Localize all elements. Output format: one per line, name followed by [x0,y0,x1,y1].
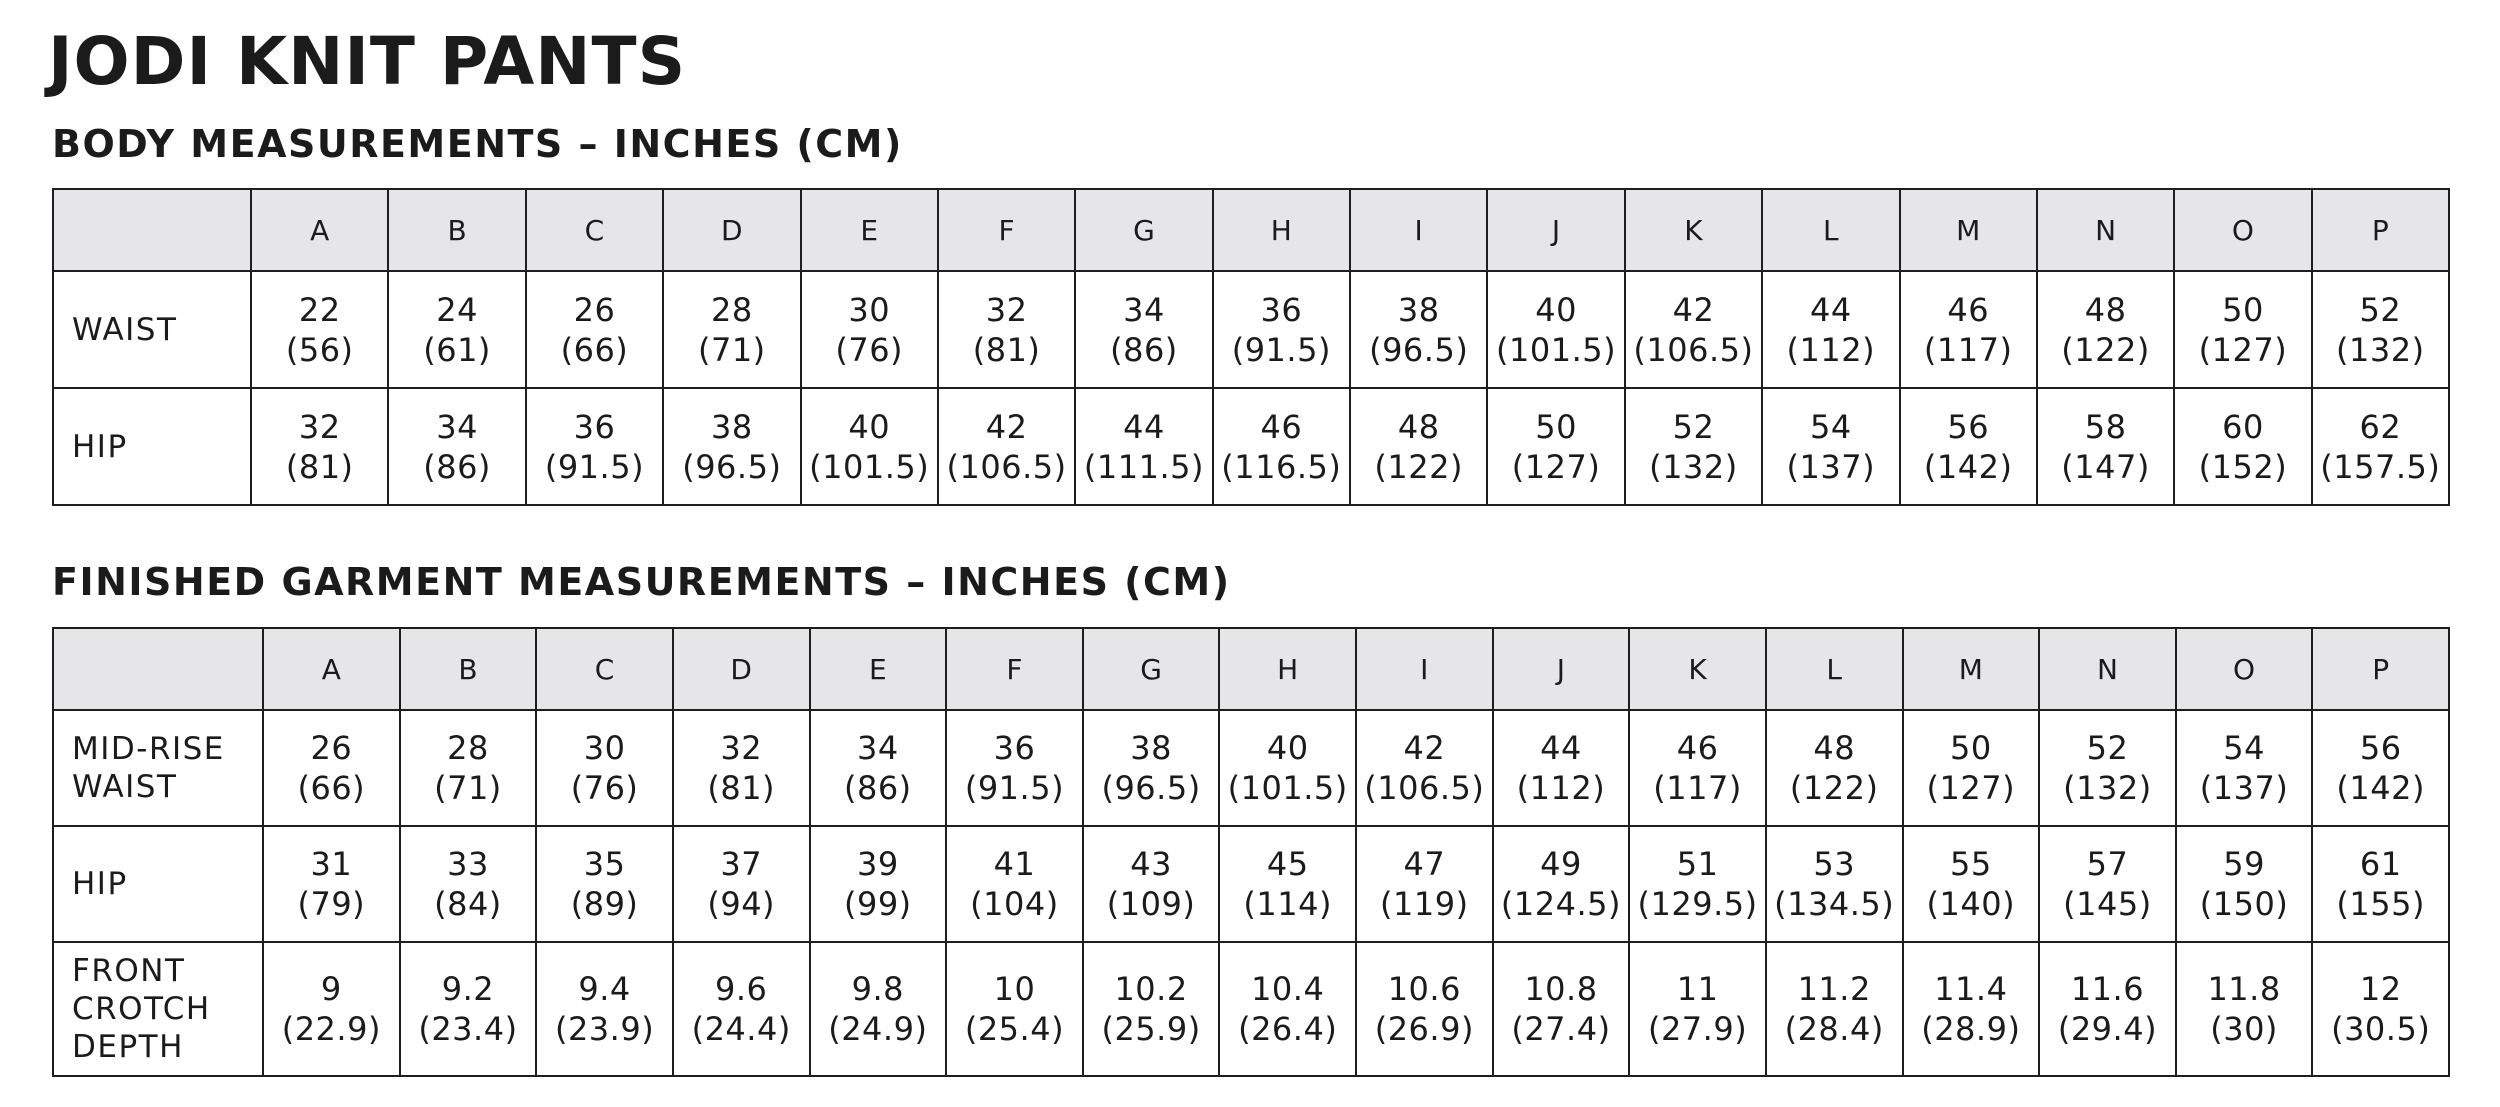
cm-value: (86) [843,769,912,807]
inches-value: 37 [720,845,763,883]
measurement-cell [1487,388,1624,505]
size-header-e: E [810,628,947,710]
measurement-cell [810,710,947,826]
measurement-cell [801,388,938,505]
body-row-label: HIP [53,388,251,505]
inches-value: 52 [1672,407,1715,446]
measurement-cell [946,826,1083,942]
measurement-cell [2039,826,2176,942]
inches-value: 45 [1266,845,1309,883]
size-header-n: N [2037,189,2174,271]
cm-value: (114) [1243,885,1332,923]
measurement-cell [1629,710,1766,826]
size-header-o: O [2176,628,2313,710]
inches-value: 22 [298,290,341,329]
body-row-label: WAIST [53,271,251,388]
measurement-cell [1356,826,1493,942]
cm-value: (116.5) [1221,447,1342,486]
inches-value: 44 [1540,729,1582,767]
cm-value: (86) [423,447,491,486]
measurement-cell [2312,271,2449,388]
measurement-cell [1083,826,1220,942]
inches-value: 46 [1260,407,1303,446]
inches-value: 48 [1813,729,1856,767]
cm-value: (81) [972,330,1041,369]
cm-value: (137) [1786,447,1876,486]
cm-value: (117) [1923,330,2013,369]
measurement-cell [1766,942,1903,1076]
cm-value: (142) [2336,769,2425,807]
table-row [53,710,2449,826]
measurement-cell [1762,388,1899,505]
measurement-cell [673,826,810,942]
cm-value: (119) [1380,885,1469,923]
cm-value: (112) [1786,330,1876,369]
measurement-cell [2176,826,2313,942]
table-row [53,942,2449,1076]
measurement-cell [2312,710,2449,826]
inches-value: 50 [1535,407,1577,446]
measurement-cell [251,271,388,388]
measurement-cell [946,710,1083,826]
measurement-cell [2039,942,2176,1076]
measurement-cell [2312,388,2449,505]
inches-value: 48 [1397,407,1440,446]
cm-value: (30) [2210,1010,2278,1048]
inches-value: 40 [1266,729,1309,767]
cm-value: (132) [2336,330,2425,369]
inches-value: 47 [1403,845,1446,883]
measurement-cell [263,826,400,942]
inches-value: 54 [2223,729,2265,767]
inches-value: 38 [1130,729,1172,767]
measurement-cell [810,942,947,1076]
measurement-cell [1213,271,1350,388]
size-header-a: A [263,628,400,710]
inches-value: 40 [848,407,891,446]
size-header-j: J [1493,628,1630,710]
measurement-cell [2312,826,2449,942]
inches-value: 32 [720,729,763,767]
inches-value: 33 [447,845,489,883]
measurement-cell [400,826,537,942]
measurement-cell [526,271,663,388]
measurement-cell [526,388,663,505]
inches-value: 11.6 [2070,970,2145,1008]
finished-garment-measurements-title: FINISHED GARMENT MEASUREMENTS – INCHES (CM) [52,560,1231,604]
inches-value: 52 [2359,290,2402,329]
measurement-cell [1493,826,1630,942]
cm-value: (24.9) [828,1010,928,1048]
garment-row-label: HIP [53,826,263,942]
measurement-cell [1083,942,1220,1076]
cm-value: (142) [1923,447,2013,486]
inches-value: 11.2 [1797,970,1871,1008]
measurement-cell [1903,826,2040,942]
measurement-cell [673,710,810,826]
inches-value: 12 [2359,970,2402,1008]
inches-value: 10.8 [1524,970,1598,1008]
inches-value: 38 [1397,290,1440,329]
finished-garment-measurements-table [52,627,2450,1077]
inches-value: 30 [848,290,891,329]
inches-value: 36 [993,729,1036,767]
measurement-cell [1075,271,1212,388]
garment-row-label: FRONT CROTCH DEPTH [53,942,263,1076]
measurement-cell [2174,388,2311,505]
measurement-cell [1629,942,1766,1076]
cm-value: (96.5) [1101,769,1201,807]
inches-value: 35 [583,845,626,883]
inches-value: 34 [1123,290,1165,329]
measurement-cell [2037,271,2174,388]
inches-value: 32 [985,290,1028,329]
inches-value: 39 [856,845,899,883]
inches-value: 9.4 [578,970,631,1008]
cm-value: (96.5) [1369,330,1469,369]
size-header-p: P [2312,628,2449,710]
measurement-cell [400,710,537,826]
inches-value: 57 [2086,845,2129,883]
cm-value: (81) [707,769,776,807]
table-header-row [53,189,2449,271]
cm-value: (152) [2198,447,2288,486]
measurement-cell [1219,826,1356,942]
size-header-h: H [1219,628,1356,710]
measurement-cell [810,826,947,942]
inches-value: 42 [1403,729,1446,767]
size-header-g: G [1083,628,1220,710]
inches-value: 9.6 [714,970,768,1008]
measurement-cell [536,942,673,1076]
inches-value: 28 [710,290,753,329]
size-header-d: D [663,189,800,271]
cm-value: (25.9) [1101,1010,1201,1048]
inches-value: 62 [2359,407,2402,446]
cm-value: (26.9) [1374,1010,1474,1048]
inches-value: 46 [1676,729,1719,767]
cm-value: (106.5) [946,447,1067,486]
measurement-cell [1766,826,1903,942]
measurement-cell [1219,942,1356,1076]
measurement-cell [1487,271,1624,388]
measurement-cell [1900,388,2037,505]
cm-value: (109) [1106,885,1196,923]
cm-value: (101.5) [1496,330,1617,369]
size-header-f: F [938,189,1075,271]
inches-value: 26 [573,290,616,329]
cm-value: (86) [1110,330,1178,369]
cm-value: (104) [970,885,1059,923]
inches-value: 11.4 [1934,970,2008,1008]
measurement-cell [1356,942,1493,1076]
inches-value: 41 [993,845,1036,883]
cm-value: (91.5) [544,447,645,486]
cm-value: (147) [2061,447,2150,486]
measurement-cell [1762,271,1899,388]
cm-value: (76) [570,769,639,807]
inches-value: 36 [573,407,616,446]
cm-value: (79) [297,885,366,923]
cm-value: (122) [2061,330,2150,369]
size-header-m: M [1900,189,2037,271]
measurement-cell [1350,388,1487,505]
inches-value: 32 [298,407,341,446]
measurement-cell [663,388,800,505]
cm-value: (91.5) [964,769,1065,807]
cm-value: (76) [835,330,904,369]
inches-value: 44 [1123,407,1165,446]
inches-value: 31 [310,845,353,883]
cm-value: (122) [1374,447,1463,486]
cm-value: (25.4) [964,1010,1065,1048]
cm-value: (155) [2336,885,2425,923]
table-header-row [53,628,2449,710]
measurement-cell [1766,710,1903,826]
cm-value: (124.5) [1500,885,1621,923]
cm-value: (28.9) [1921,1010,2021,1048]
size-header-k: K [1625,189,1762,271]
cm-value: (127) [1511,447,1601,486]
cm-value: (112) [1516,769,1606,807]
inches-value: 50 [2222,290,2264,329]
measurement-cell [1083,710,1220,826]
cm-value: (145) [2063,885,2152,923]
cm-value: (27.4) [1511,1010,1611,1048]
size-header-f: F [946,628,1083,710]
cm-value: (127) [1926,769,2016,807]
measurement-cell [1219,710,1356,826]
size-header-l: L [1762,189,1899,271]
inches-value: 44 [1809,290,1852,329]
cm-value: (122) [1789,769,1879,807]
table-row [53,826,2449,942]
measurement-cell [400,942,537,1076]
measurement-cell [388,388,525,505]
inches-value: 53 [1813,845,1856,883]
inches-value: 49 [1540,845,1582,883]
measurement-cell [2312,942,2449,1076]
inches-value: 58 [2084,407,2127,446]
size-header-g: G [1075,189,1212,271]
inches-value: 40 [1535,290,1577,329]
cm-value: (71) [434,769,502,807]
cm-value: (28.4) [1784,1010,1884,1048]
cm-value: (24.4) [691,1010,791,1048]
inches-value: 54 [1809,407,1852,446]
table-row [53,388,2449,505]
size-header-h: H [1213,189,1350,271]
inches-value: 10.4 [1251,970,1325,1008]
inches-value: 34 [436,407,478,446]
size-header-b: B [400,628,537,710]
measurement-cell [2176,710,2313,826]
cm-value: (96.5) [682,447,782,486]
measurement-cell [1075,388,1212,505]
measurement-cell [388,271,525,388]
size-header-p: P [2312,189,2449,271]
inches-value: 42 [1672,290,1715,329]
inches-value: 11.8 [2207,970,2281,1008]
inches-value: 36 [1260,290,1303,329]
measurement-cell [1903,942,2040,1076]
measurement-cell [1350,271,1487,388]
measurement-cell [1213,388,1350,505]
measurement-cell [938,271,1075,388]
measurement-cell [2039,710,2176,826]
cm-value: (132) [1649,447,1738,486]
cm-value: (117) [1653,769,1742,807]
measurement-cell [1629,826,1766,942]
body-measurements-table [52,188,2450,506]
cm-value: (61) [423,330,491,369]
inches-value: 52 [2086,729,2129,767]
size-header-b: B [388,189,525,271]
measurement-cell [938,388,1075,505]
inches-value: 26 [310,729,353,767]
inches-value: 10 [993,970,1036,1008]
header-corner-cell [53,628,263,710]
measurement-cell [2174,271,2311,388]
inches-value: 59 [2223,845,2265,883]
page-title: JODI KNIT PANTS [48,23,687,100]
cm-value: (23.4) [418,1010,518,1048]
cm-value: (22.9) [281,1010,381,1048]
measurement-cell [801,271,938,388]
size-header-c: C [526,189,663,271]
cm-value: (66) [560,330,629,369]
inches-value: 38 [710,407,753,446]
size-header-e: E [801,189,938,271]
measurement-cell [263,710,400,826]
cm-value: (101.5) [1227,769,1348,807]
inches-value: 61 [2359,845,2402,883]
cm-value: (101.5) [809,447,930,486]
cm-value: (30.5) [2331,1010,2431,1048]
cm-value: (26.4) [1238,1010,1338,1048]
measurement-cell [536,710,673,826]
inches-value: 10.2 [1114,970,1188,1008]
cm-value: (134.5) [1774,885,1895,923]
cm-value: (29.4) [2057,1010,2158,1048]
cm-value: (71) [697,330,766,369]
cm-value: (84) [434,885,502,923]
inches-value: 9.2 [441,970,495,1008]
measurement-cell [1356,710,1493,826]
body-measurements-title: BODY MEASUREMENTS – INCHES (CM) [52,122,903,166]
measurement-cell [673,942,810,1076]
table-row [53,271,2449,388]
measurement-cell [2176,942,2313,1076]
cm-value: (27.9) [1647,1010,1748,1048]
size-header-k: K [1629,628,1766,710]
header-corner-cell [53,189,251,271]
inches-value: 30 [583,729,626,767]
inches-value: 10.6 [1387,970,1461,1008]
inches-value: 60 [2222,407,2264,446]
measurement-cell [263,942,400,1076]
inches-value: 56 [1947,407,1990,446]
inches-value: 11 [1676,970,1719,1008]
inches-value: 55 [1949,845,1992,883]
size-header-j: J [1487,189,1624,271]
cm-value: (106.5) [1633,330,1754,369]
size-header-l: L [1766,628,1903,710]
measurement-cell [1625,271,1762,388]
inches-value: 34 [856,729,899,767]
cm-value: (132) [2063,769,2152,807]
measurement-cell [946,942,1083,1076]
measurement-cell [663,271,800,388]
inches-value: 46 [1947,290,1990,329]
size-header-o: O [2174,189,2311,271]
measurement-cell [1493,942,1630,1076]
measurement-cell [1493,710,1630,826]
cm-value: (81) [285,447,354,486]
cm-value: (56) [285,330,354,369]
cm-value: (106.5) [1364,769,1485,807]
garment-row-label: MID-RISE WAIST [53,710,263,826]
cm-value: (140) [1926,885,2016,923]
size-header-c: C [536,628,673,710]
cm-value: (89) [570,885,639,923]
inches-value: 56 [2359,729,2402,767]
measurement-cell [1903,710,2040,826]
inches-value: 9.8 [851,970,904,1008]
cm-value: (157.5) [2320,447,2441,486]
size-header-i: I [1350,189,1487,271]
size-header-a: A [251,189,388,271]
inches-value: 9 [320,970,342,1008]
measurement-cell [251,388,388,505]
cm-value: (127) [2198,330,2288,369]
cm-value: (111.5) [1083,447,1204,486]
cm-value: (99) [843,885,912,923]
inches-value: 50 [1949,729,1992,767]
cm-value: (137) [2199,769,2289,807]
cm-value: (129.5) [1637,885,1758,923]
inches-value: 24 [436,290,478,329]
cm-value: (150) [2199,885,2289,923]
measurement-cell [1625,388,1762,505]
cm-value: (23.9) [554,1010,655,1048]
size-header-d: D [673,628,810,710]
measurement-cell [1900,271,2037,388]
size-header-m: M [1903,628,2040,710]
cm-value: (94) [707,885,776,923]
measurement-cell [2037,388,2174,505]
inches-value: 48 [2084,290,2127,329]
measurement-cell [536,826,673,942]
inches-value: 28 [447,729,489,767]
cm-value: (66) [297,769,366,807]
inches-value: 42 [985,407,1028,446]
inches-value: 51 [1676,845,1719,883]
cm-value: (91.5) [1231,330,1331,369]
inches-value: 43 [1130,845,1172,883]
size-header-n: N [2039,628,2176,710]
size-header-i: I [1356,628,1493,710]
